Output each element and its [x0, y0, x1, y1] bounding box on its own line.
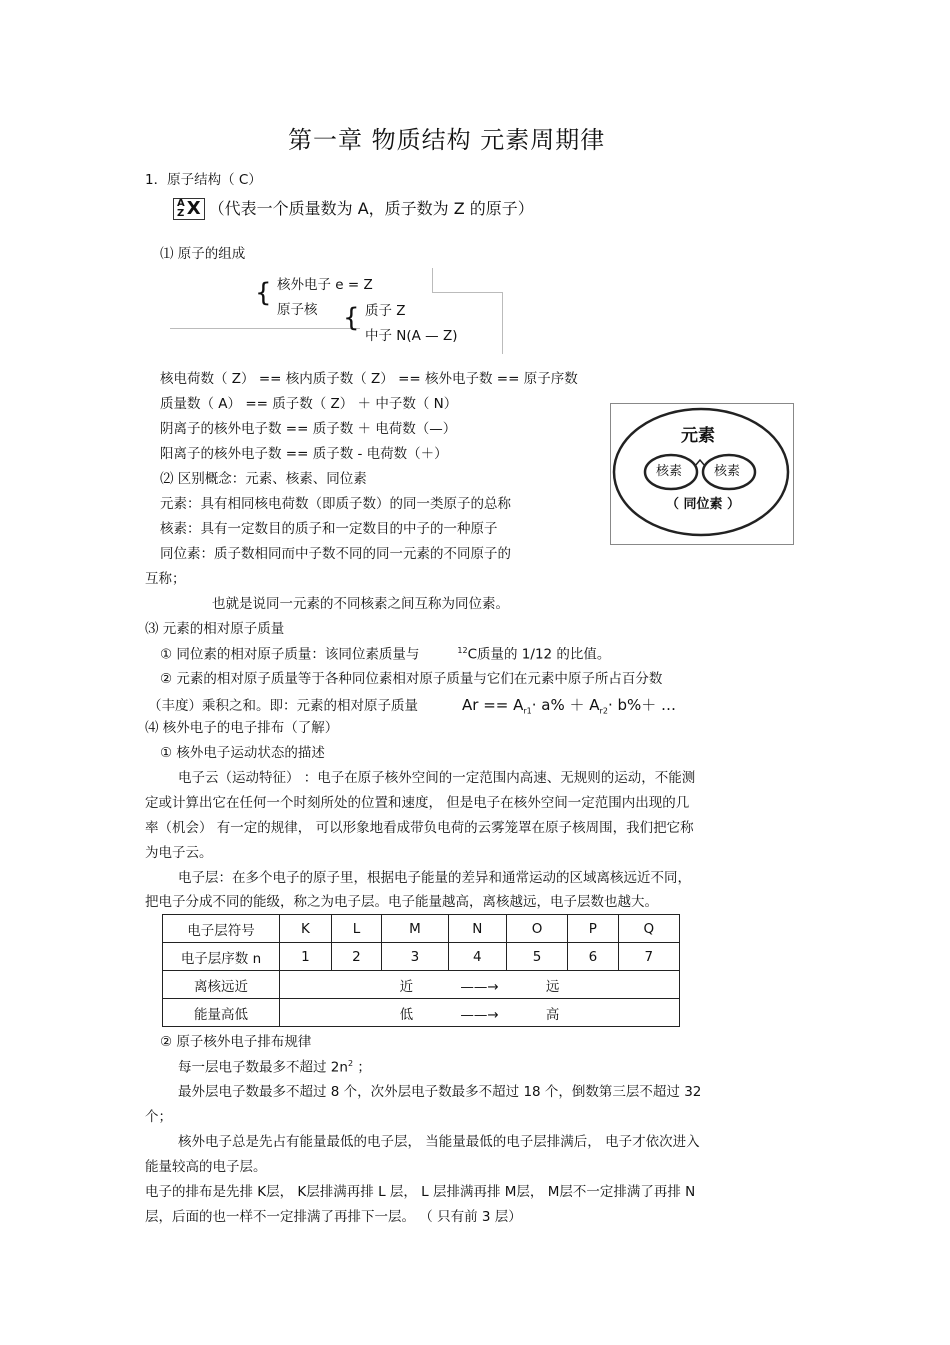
- rule-outer-layers: 最外层电子数最多不超过 8 个，次外层电子数最多不超过 18 个，倒数第三层不超过 32: [178, 1084, 702, 1100]
- composition-frame-right: [502, 292, 504, 354]
- equation-anion: 阴离子的核外电子数 == 质子数 ＋ 电荷数（—）: [160, 421, 457, 437]
- carbon12-superscript: 12: [457, 646, 468, 655]
- page-title: 第一章 物质结构 元素周期律: [288, 126, 606, 154]
- section-atomic-structure: 1．原子结构（ C）: [145, 172, 262, 188]
- rule-outer-layers-cont: 个；: [145, 1109, 172, 1125]
- definition-isotope-note: 也就是说同一元素的不同核素之间互称为同位素。: [212, 596, 509, 612]
- definition-isotope-cont: 互称；: [145, 571, 186, 587]
- table-cell: 2: [331, 943, 381, 971]
- electron-layer-table: [162, 914, 680, 1027]
- relative-mass-isotope-text: ① 同位素的相对原子质量：该同位素质量与: [160, 646, 420, 663]
- figure-label-nuclide-left: 核素: [656, 464, 683, 479]
- formula-mid: · a% ＋ A: [531, 696, 600, 714]
- arrangement-rules-heading: ② 原子核外电子排布规律: [160, 1034, 312, 1050]
- formula-ar: Ar == A: [462, 696, 524, 714]
- rule-order-cont: 层，后面的也一样不一定排满了再排下一层。 （ 只有前 3 层）: [145, 1209, 522, 1225]
- nucleus-label: 原子核: [277, 302, 318, 318]
- element-isotope-figure: [610, 403, 794, 545]
- table-cell: 1: [280, 943, 332, 971]
- table-cell: 6: [568, 943, 618, 971]
- mass-number-symbol: A: [177, 198, 185, 209]
- relative-mass-isotope: [160, 646, 610, 663]
- table-row: [163, 971, 680, 999]
- table-cell: O: [507, 915, 568, 943]
- electron-cloud-line1: 电子云（运动特征） ：电子在原子核外空间的一定范围内高速、无规则的运动，不能测: [178, 770, 696, 786]
- table-cell: 4: [448, 943, 506, 971]
- definition-nuclide: 核素：具有一定数目的质子和一定数目的中子的一种原子: [160, 521, 498, 537]
- table-cell: L: [331, 915, 381, 943]
- composition-frame-step: [432, 292, 502, 294]
- rule-max-per-layer: [178, 1059, 371, 1076]
- table-row: [163, 915, 680, 943]
- brace-inner: {: [343, 303, 360, 333]
- subsection-composition: ⑴ 原子的组成: [160, 246, 246, 262]
- table-cell: 3: [382, 943, 448, 971]
- equation-nuclear-charge: 核电荷数（ Z） == 核内质子数（ Z） == 核外电子数 == 原子序数: [160, 371, 578, 387]
- atomic-number-symbol: Z: [177, 208, 185, 219]
- element-isotope-svg: [611, 404, 793, 544]
- azx-notation: [173, 198, 534, 220]
- rule-lowest-energy-cont: 能量较高的电子层。: [145, 1159, 267, 1175]
- table-cell: N: [448, 915, 506, 943]
- subsection-concepts: ⑵ 区别概念：元素、核素、同位素: [160, 471, 367, 487]
- table-row: [163, 999, 680, 1027]
- table-cell: P: [568, 915, 618, 943]
- composition-frame-bottom: [170, 328, 360, 330]
- rule-max-per-layer-text: 每一层电子数最多不超过 2n: [178, 1059, 348, 1076]
- brace-outer: {: [255, 278, 272, 308]
- rule-exponent: 2: [347, 1059, 354, 1068]
- formula-sub-r2: r2: [599, 706, 608, 716]
- figure-label-element: 元素: [681, 426, 715, 446]
- subsection-relative-mass: ⑶ 元素的相对原子质量: [145, 621, 285, 637]
- table-cell: 低 ——→ 高: [280, 999, 680, 1027]
- table-cell: 离核远近: [163, 971, 280, 999]
- table-cell: 电子层符号: [163, 915, 280, 943]
- electrons-line: 核外电子 e = Z: [277, 277, 373, 293]
- electron-motion-heading: ① 核外电子运动状态的描述: [160, 745, 325, 761]
- relative-mass-formula: [148, 696, 676, 716]
- table-cell: K: [280, 915, 332, 943]
- nuclide-symbol: [173, 198, 205, 220]
- table-cell: 电子层序数 n: [163, 943, 280, 971]
- protons-line: 质子 Z: [365, 303, 406, 319]
- neutrons-line: 中子 N(A — Z): [365, 328, 458, 344]
- rule-lowest-energy: 核外电子总是先占有能量最低的电子层， 当能量最低的电子层排满后， 电子才依次进入: [178, 1134, 700, 1150]
- electron-cloud-line2: 定或计算出它在任何一个时刻所处的位置和速度， 但是电子在核外空间一定范围内出现的几: [145, 795, 690, 811]
- table-cell: M: [382, 915, 448, 943]
- equation-cation: 阳离子的核外电子数 == 质子数 - 电荷数（＋）: [160, 446, 448, 462]
- rule-order: 电子的排布是先排 K层， K层排满再排 L 层， L 层排满再排 M层， M层不一定排满了再排 N: [145, 1184, 696, 1200]
- electron-layer-line1: 电子层：在多个电子的原子里，根据电子能量的差异和通常运动的区域离核远近不同，: [178, 870, 691, 886]
- definition-isotope: 同位素：质子数相同而中子数不同的同一元素的不同原子的: [160, 546, 511, 562]
- relative-mass-isotope-end: C质量的 1/12 的比值。: [467, 646, 611, 663]
- arrow-icon: [695, 460, 705, 466]
- formula-sub-r1: r1: [523, 706, 532, 716]
- table-cell: Q: [618, 915, 679, 943]
- rule-max-per-layer-end: ；: [353, 1059, 371, 1076]
- subsection-electron-config: ⑷ 核外电子的电子排布（了解）: [145, 720, 339, 736]
- composition-frame-top: [432, 268, 434, 292]
- table-cell: 5: [507, 943, 568, 971]
- table-cell: 7: [618, 943, 679, 971]
- table-cell: 能量高低: [163, 999, 280, 1027]
- relative-mass-element: ② 元素的相对原子质量等于各种同位素相对原子质量与它们在元素中原子所占百分数: [160, 671, 663, 687]
- relative-mass-formula-text: （丰度）乘积之和。即：元素的相对原子质量: [148, 698, 418, 714]
- electron-cloud-line4: 为电子云。: [145, 845, 213, 861]
- table-cell: 近 ——→ 远: [280, 971, 680, 999]
- table-row: [163, 943, 680, 971]
- electron-cloud-line3: 率（机会） 有一定的规律， 可以形象地看成带负电荷的云雾笼罩在原子核周围，我们把它称: [145, 820, 694, 836]
- nuclide-description: （代表一个质量数为 A，质子数为 Z 的原子）: [208, 199, 534, 219]
- element-symbol: X: [186, 198, 201, 219]
- definition-element: 元素：具有相同核电荷数（即质子数）的同一类原子的总称: [160, 496, 511, 512]
- figure-label-isotope: （ 同位素 ）: [666, 497, 741, 512]
- equation-mass-number: 质量数（ A） == 质子数（ Z） ＋ 中子数（ N）: [160, 396, 458, 412]
- electron-layer-line2: 把电子分成不同的能级，称之为电子层。电子能量越高，离核越远，电子层数也越大。: [145, 894, 658, 910]
- formula-end: · b%＋ …: [607, 696, 677, 714]
- figure-label-nuclide-right: 核素: [714, 464, 741, 479]
